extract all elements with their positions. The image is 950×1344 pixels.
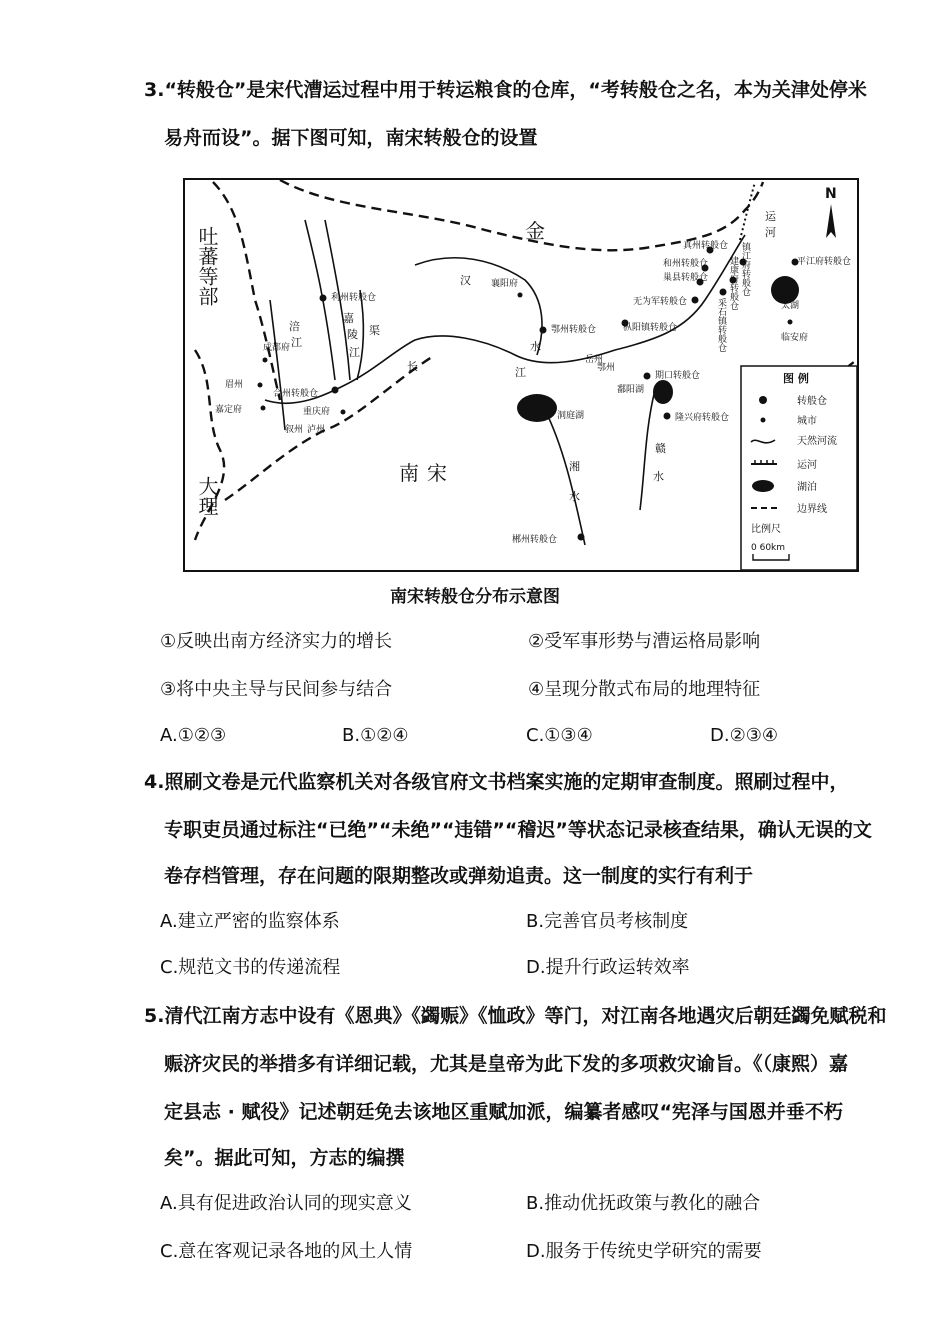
q3-statement-3: ③将中央主导与民间参与结合	[160, 679, 393, 700]
q5-option-a[interactable]: A.具有促进政治认同的现实意义	[160, 1193, 412, 1214]
svg-text:泸州: 泸州	[307, 425, 326, 435]
q4-stem-line2: 专职吏员通过标注“已绝”“未绝”“违错”“稽迟”等状态记录核查结果，确认无误的文	[164, 819, 872, 841]
svg-text:江: 江	[291, 336, 302, 349]
q5-stem-line1: 5.清代江南方志中设有《恩典》《蠲赈》《恤政》等门，对江南各地遇灾后朝廷蠲免赋税和	[144, 1005, 887, 1027]
tai-lake	[771, 276, 799, 304]
svg-text:江: 江	[349, 346, 360, 359]
q5-stem-line4: 矣”。据此可知，方志的编撰	[164, 1147, 405, 1169]
svg-text:期口转般仓: 期口转般仓	[655, 371, 701, 381]
svg-text:水: 水	[653, 470, 664, 483]
map-figure	[183, 178, 859, 572]
legend-scale-title: 比例尺	[751, 524, 781, 535]
q3-statement-2: ②受军事形势与漕运格局影响	[528, 631, 761, 652]
region-jin: 金	[525, 219, 545, 243]
song-granary-map	[185, 180, 857, 570]
q3-option-b[interactable]: B.①②④	[342, 725, 409, 746]
svg-text:临安府: 临安府	[781, 333, 809, 343]
svg-text:天然河流: 天然河流	[797, 436, 837, 447]
q3-stem-line1: 3.“转般仓”是宋代漕运过程中用于转运粮食的仓库，“考转般仓之名，本为关津处停米	[144, 79, 867, 101]
svg-text:渠: 渠	[369, 324, 380, 337]
q4-option-a[interactable]: A.建立严密的监察体系	[160, 911, 340, 932]
q5-option-d[interactable]: D.服务于传统史学研究的需要	[526, 1241, 762, 1262]
q4-option-c[interactable]: C.规范文书的传递流程	[160, 957, 341, 978]
map-caption: 南宋转般仓分布示意图	[390, 587, 560, 607]
compass-n: N	[825, 186, 837, 202]
svg-text:岳州: 岳州	[585, 355, 604, 365]
svg-text:隆兴府转般仓: 隆兴府转般仓	[675, 413, 730, 423]
svg-text:运河: 运河	[797, 460, 817, 471]
svg-text:转般仓: 转般仓	[797, 396, 827, 407]
region-dali: 大理	[195, 476, 219, 516]
svg-text:鄱阳湖: 鄱阳湖	[617, 385, 645, 395]
compass-arrow-icon	[826, 204, 836, 238]
svg-text:嘉: 嘉	[343, 312, 354, 325]
q4-option-d[interactable]: D.提升行政运转效率	[526, 957, 690, 978]
svg-text:成都府: 成都府	[263, 343, 291, 353]
svg-text:和州转般仓: 和州转般仓	[663, 259, 709, 269]
svg-text:涪: 涪	[289, 320, 300, 333]
svg-text:洞庭湖: 洞庭湖	[557, 411, 585, 421]
svg-text:陵: 陵	[347, 328, 358, 341]
svg-text:湖泊: 湖泊	[797, 482, 817, 493]
q5-option-b[interactable]: B.推动优抚政策与教化的融合	[526, 1193, 761, 1214]
svg-text:眉州: 眉州	[225, 380, 244, 390]
legend-granary-icon	[759, 396, 767, 404]
svg-text:镇江府转般仓: 镇江府转般仓	[740, 242, 750, 296]
svg-text:水: 水	[530, 340, 541, 353]
q5-stem-line3: 定县志 · 赋役》记述朝廷免去该地区重赋加派，编纂者感叹“宪泽与国恩并垂不朽	[164, 1101, 843, 1123]
svg-text:巢县转般仓: 巢县转般仓	[663, 273, 709, 283]
legend-lake-icon	[752, 480, 774, 492]
q3-statement-1: ①反映出南方经济实力的增长	[160, 631, 393, 652]
svg-text:太湖: 太湖	[781, 301, 800, 311]
svg-text:采石镇转般仓: 采石镇转般仓	[716, 298, 726, 352]
svg-text:嘉定府: 嘉定府	[215, 405, 243, 415]
svg-text:水: 水	[569, 490, 580, 503]
q3-option-d[interactable]: D.②③④	[710, 725, 778, 746]
grand-canal	[740, 182, 755, 240]
dongting-lake	[517, 394, 557, 422]
svg-text:赣: 赣	[655, 442, 666, 455]
q3-stem-line2: 易舟而设”。据下图可知，南宋转般仓的设置	[164, 127, 538, 149]
q4-option-b[interactable]: B.完善官员考核制度	[526, 911, 689, 932]
q5-option-c[interactable]: C.意在客观记录各地的风土人情	[160, 1241, 413, 1262]
map-legend	[741, 366, 857, 570]
svg-text:枞阳镇转般仓: 枞阳镇转般仓	[623, 323, 678, 333]
svg-text:边界线: 边界线	[797, 504, 827, 515]
svg-text:真州转般仓: 真州转般仓	[683, 241, 729, 251]
svg-text:无为军转般仓: 无为军转般仓	[633, 297, 688, 307]
svg-text:叙州: 叙州	[285, 425, 304, 435]
svg-text:郴州转般仓: 郴州转般仓	[512, 535, 558, 545]
legend-city-icon	[761, 418, 766, 423]
svg-text:河: 河	[765, 226, 776, 239]
q3-option-c[interactable]: C.①③④	[526, 725, 593, 746]
svg-text:城市: 城市	[797, 416, 817, 427]
svg-text:建康府转般仓: 建康府转般仓	[728, 256, 738, 310]
svg-text:重庆府: 重庆府	[303, 407, 331, 417]
svg-text:襄阳府: 襄阳府	[491, 279, 519, 289]
q3-statement-4: ④呈现分散式布局的地理特征	[528, 679, 761, 700]
svg-text:汉: 汉	[460, 274, 471, 287]
svg-text:湘: 湘	[569, 460, 580, 473]
legend-title: 图 例	[783, 372, 809, 385]
svg-text:利州转般仓: 利州转般仓	[331, 293, 377, 303]
q4-stem-line3: 卷存档管理，存在问题的限期整改或弹劾追责。这一制度的实行有利于	[164, 865, 754, 887]
legend-scale-text: 0 60km	[751, 543, 786, 553]
svg-text:江: 江	[515, 366, 526, 379]
svg-text:长: 长	[407, 360, 418, 373]
svg-text:鄂州: 鄂州	[597, 363, 616, 373]
q4-stem-line1: 4.照刷文卷是元代监察机关对各级官府文书档案实施的定期审查制度。照刷过程中，	[144, 771, 849, 793]
q5-stem-line2: 赈济灾民的举措多有详细记载，尤其是皇帝为此下发的多项救灾谕旨。《（康熙）嘉	[164, 1053, 849, 1075]
region-nansong: 南宋	[399, 461, 455, 485]
svg-text:合州转般仓: 合州转般仓	[273, 389, 319, 399]
poyang-lake	[653, 380, 673, 404]
svg-text:运: 运	[765, 210, 776, 223]
svg-text:平江府转般仓: 平江府转般仓	[797, 257, 852, 267]
q3-option-a[interactable]: A.①②③	[160, 725, 227, 746]
svg-text:鄂州转般仓: 鄂州转般仓	[551, 325, 597, 335]
region-tubo: 吐蕃等部	[195, 226, 219, 306]
